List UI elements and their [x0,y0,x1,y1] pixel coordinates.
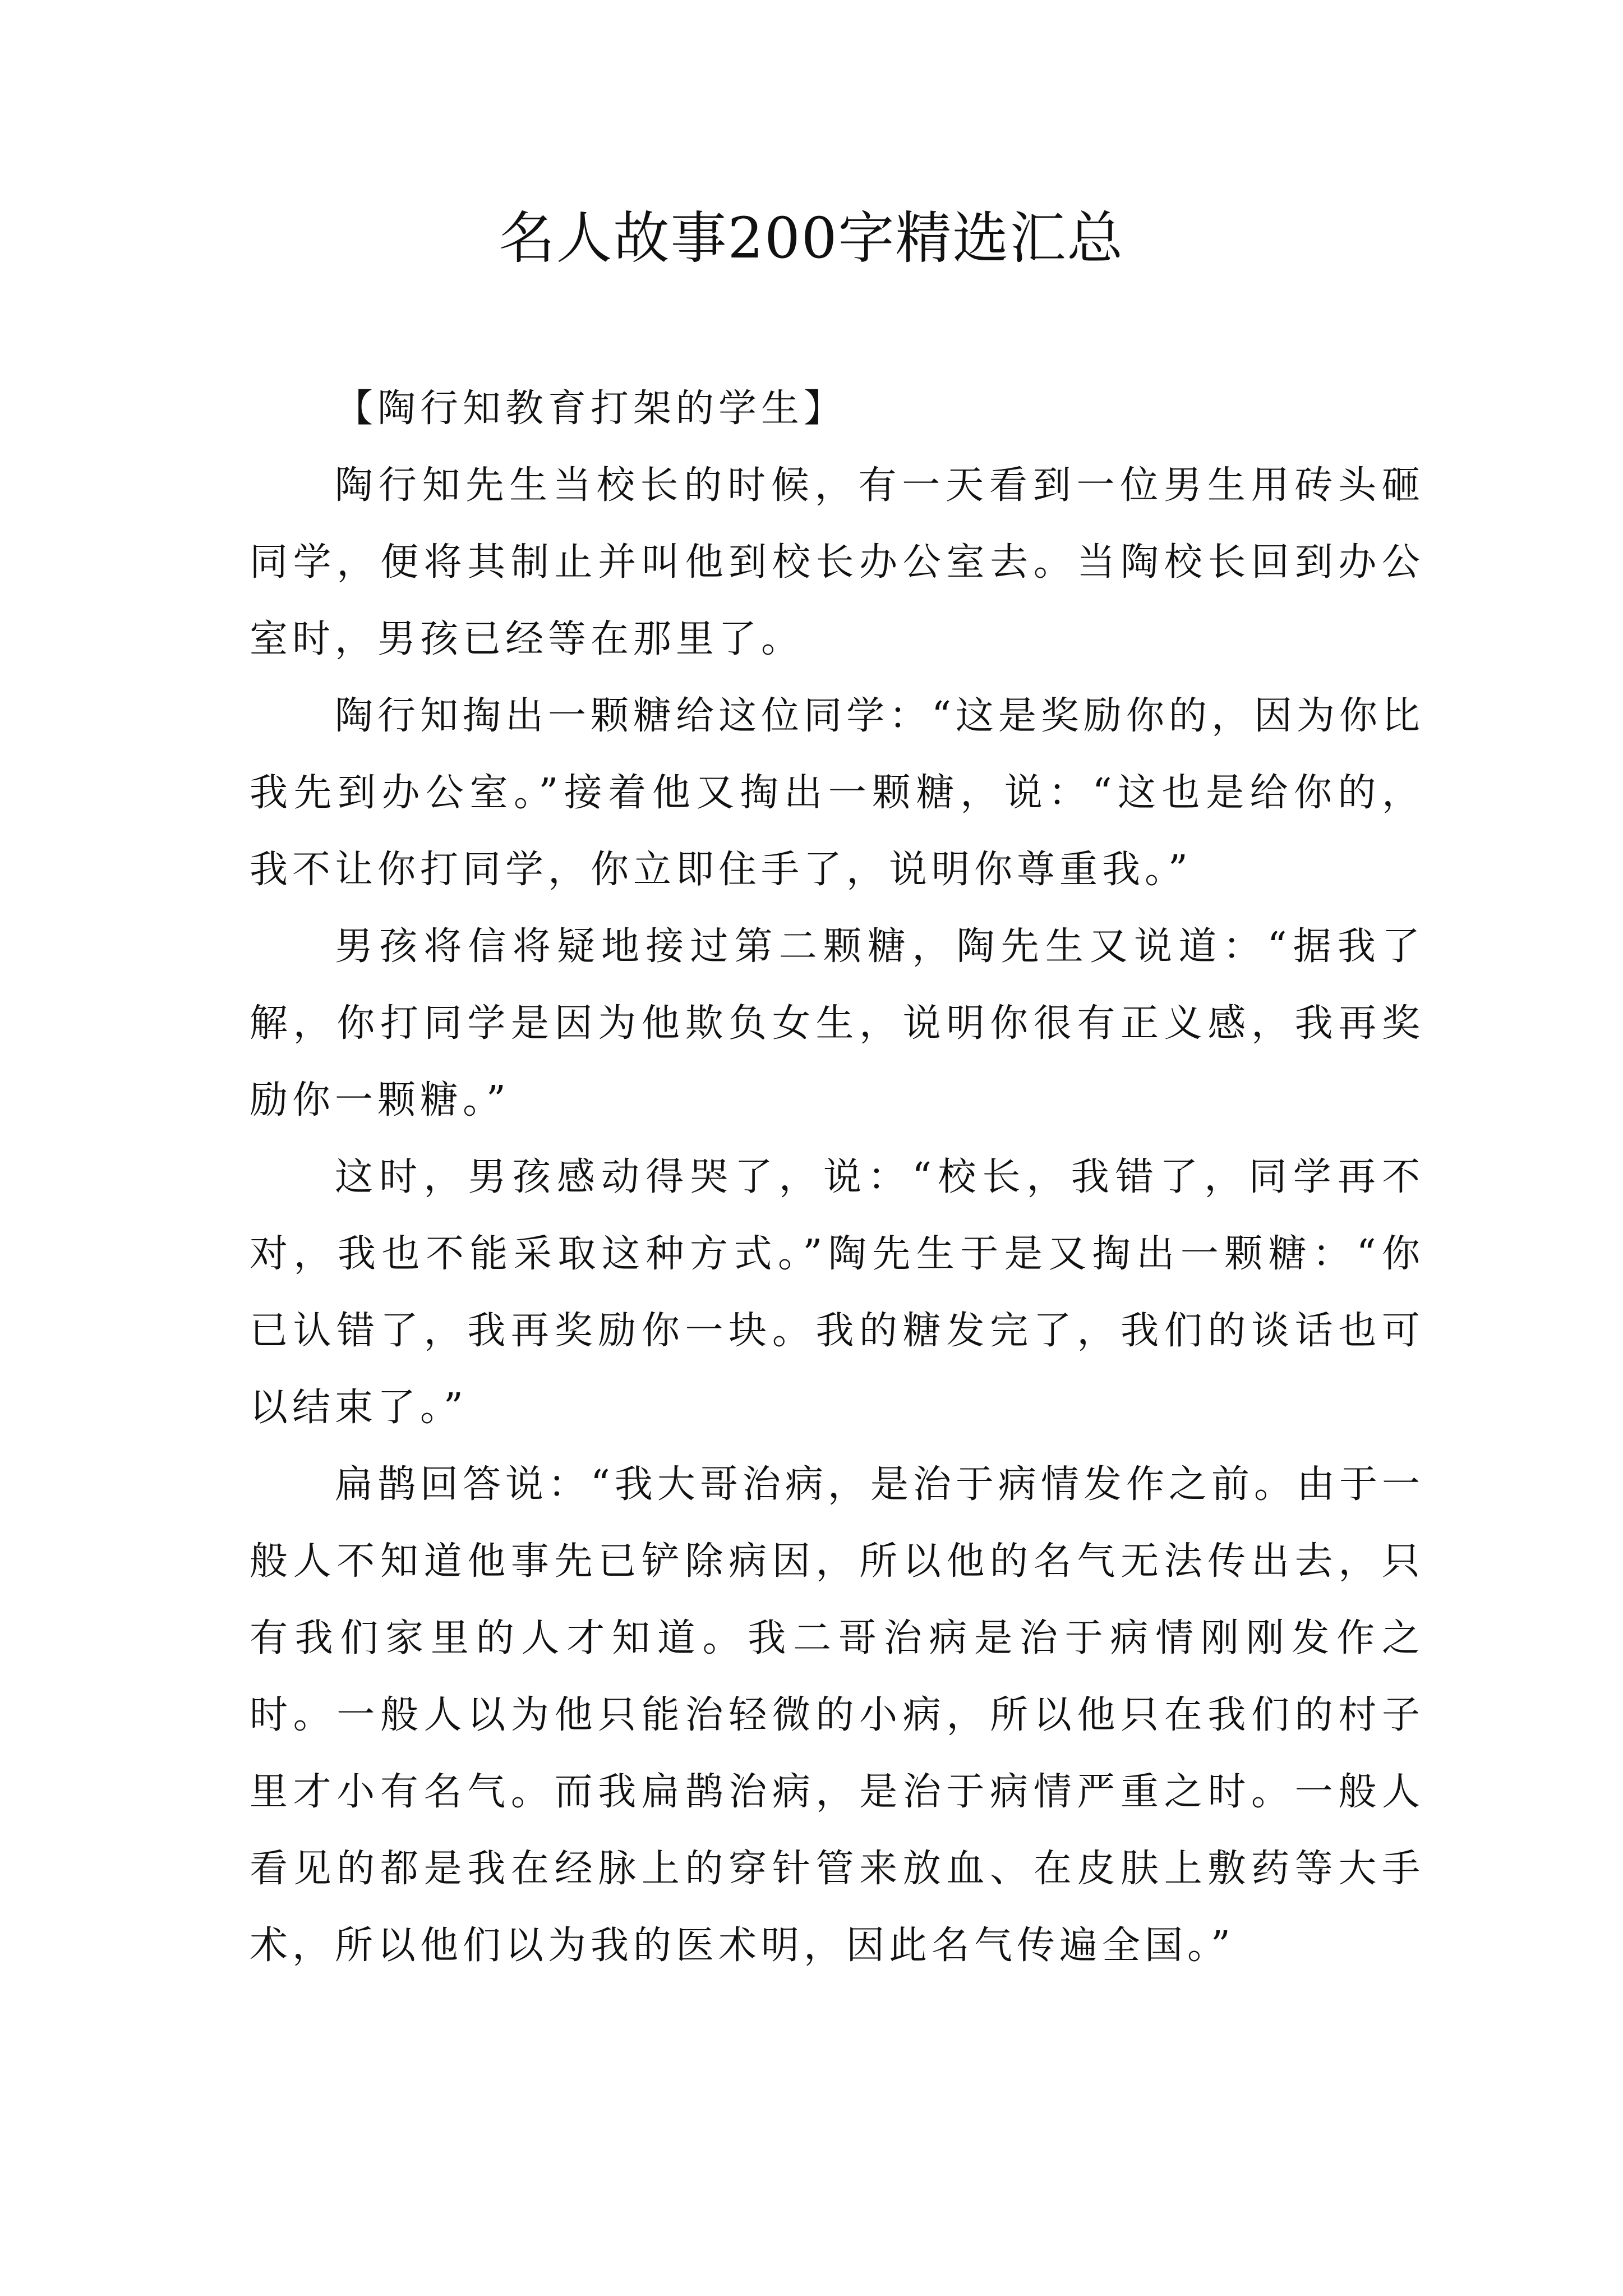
paragraph-5: 扁鹊回答说：“我大哥治病，是治于病情发作之前。由于一般人不知道他事先已铲除病因，所以他的名气无法传出去，只有我们家里的人才知道。我二哥治病是治于病情刚刚发作之时。一般人以为他只能治轻微的小病，所以他只在我们的村子里才小有名气。而我扁鹊治病，是治于病情严重之时。一般人看见的都是我在经脉上的穿针管来放血、在皮肤上敷药等大手术，所以他们以为我的医术明，因此名气传遍全国。” [250,1462,1424,1968]
document-title: 名人故事200字精选汇总 [499,205,1124,271]
document-body [250,370,1424,1984]
paragraph-3: 男孩将信将疑地接过第二颗糖，陶先生又说道：“据我了解，你打同学是因为他欺负女生，说明你很有正义感，我再奖励你一颗糖。” [250,924,1424,1122]
section-heading: 【陶行知教育打架的学生】 [335,386,847,431]
paragraph-1: 陶行知先生当校长的时候，有一天看到一位男生用砖头砸同学，便将其制止并叫他到校长办公室去。当陶校长回到办公室时，男孩已经等在那里了。 [250,463,1424,661]
paragraph-4: 这时，男孩感动得哭了，说：“校长，我错了，同学再不对，我也不能采取这种方式。”陶先生于是又掏出一颗糖：“你已认错了，我再奖励你一块。我的糖发完了，我们的谈话也可以结束了。” [250,1155,1424,1430]
paragraph-2: 陶行知掏出一颗糖给这位同学：“这是奖励你的，因为你比我先到办公室。”接着他又掏出一颗糖，说：“这也是给你的，我不让你打同学，你立即住手了，说明你尊重我。” [250,694,1424,892]
